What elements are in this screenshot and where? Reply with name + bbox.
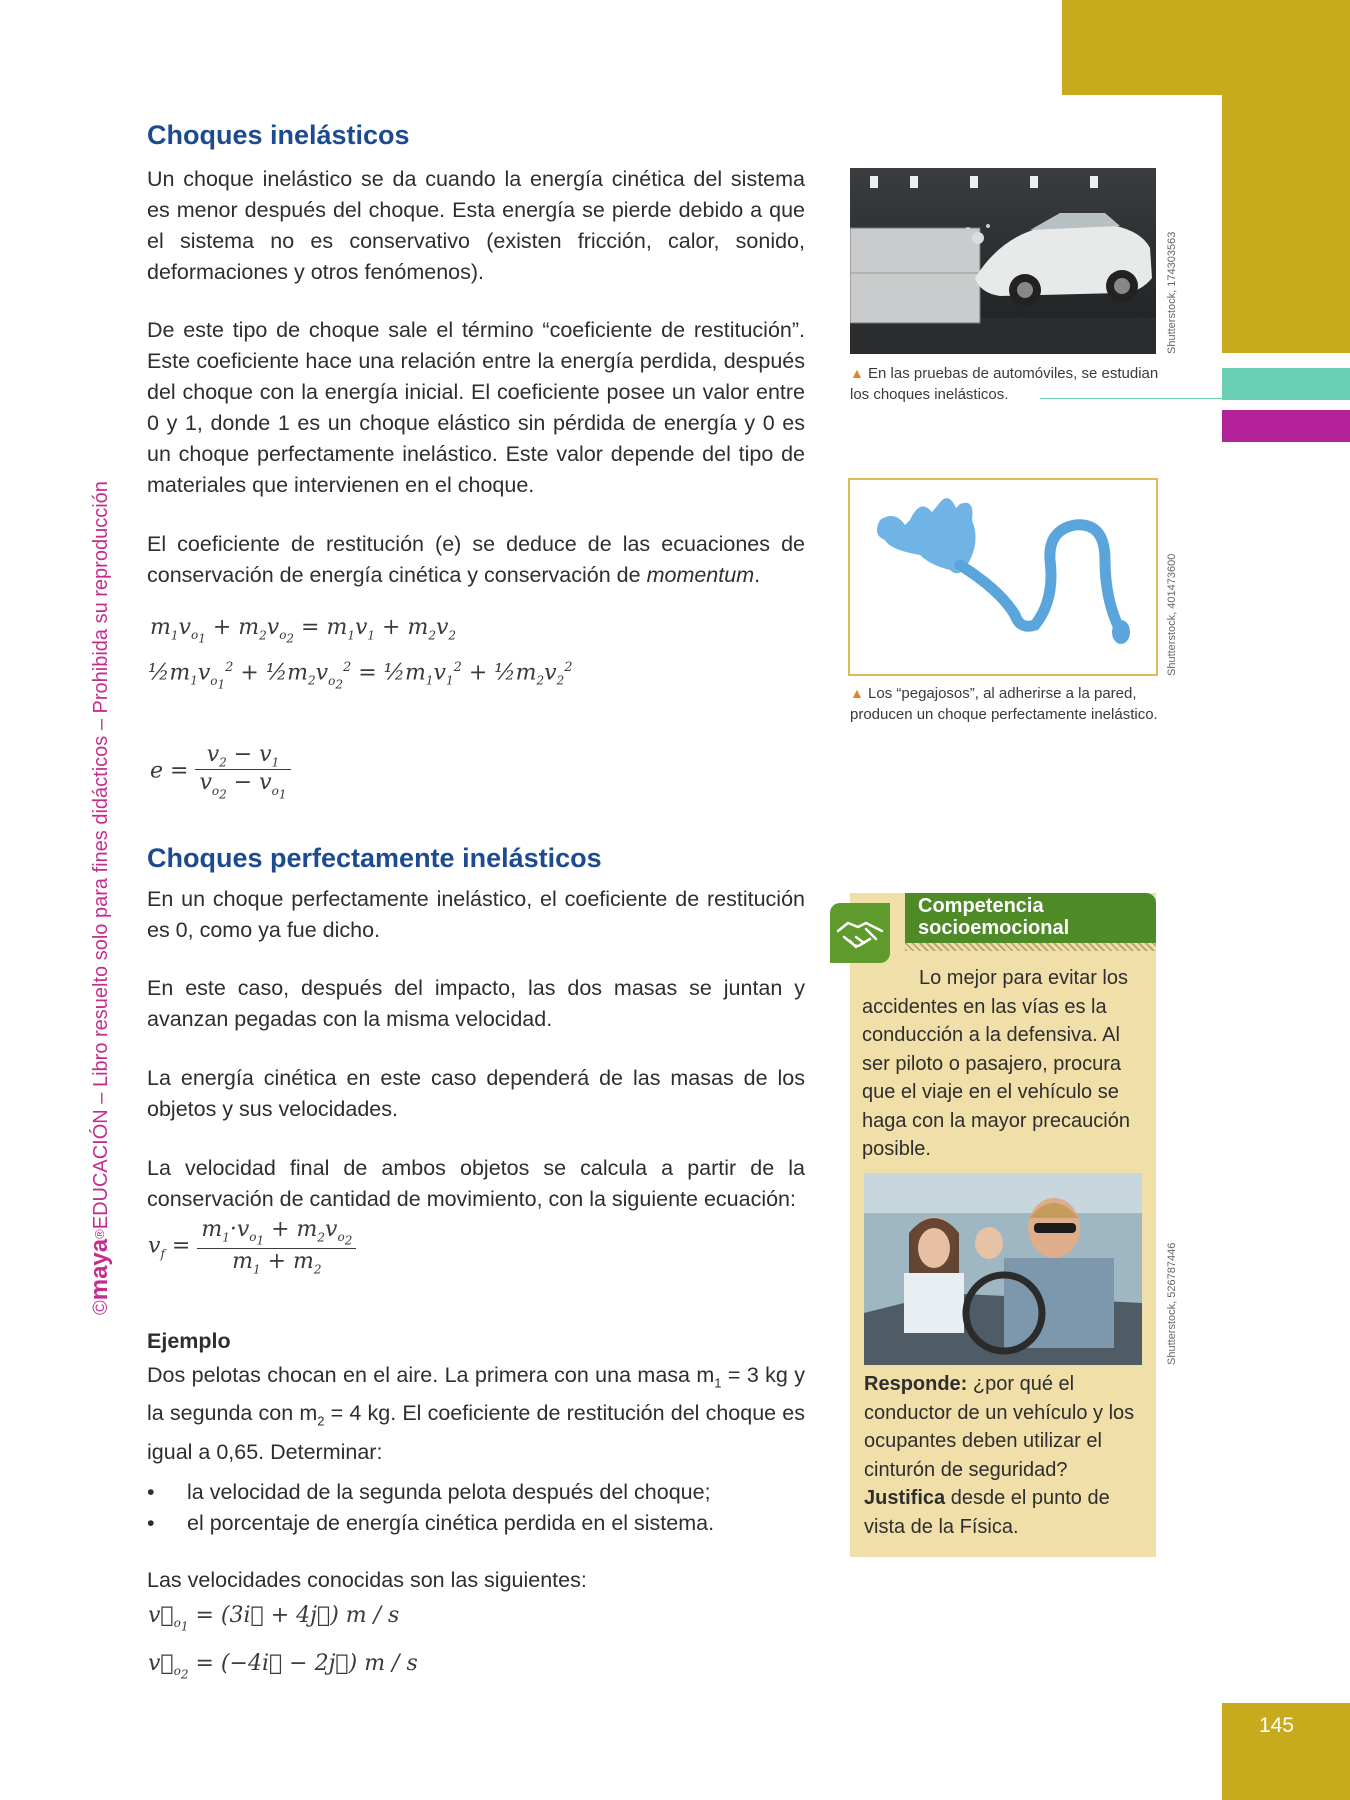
energy-equation: $\frac{1}{2}m_1v_{o_1}^2$ + $\frac{1}{2}m_2v_{o_2}^2$ = $\frac{1}{2}m_1v_1^2$ + $\frac{1}{2}m_2v_2^2$	[148, 660, 573, 692]
section-title-perfectly-inelastic: Choques perfectamente inelásticos	[147, 843, 602, 873]
page-number: 145	[1258, 1714, 1294, 1737]
final-velocity-formula: $v_f$ = $\frac{m_1\cdot v_{o_1} + m_2v_{o_2}}{m_1 + m_2}$	[148, 1217, 356, 1276]
paragraph-perfectly-inelastic: En un choque perfectamente inelástico, el coeficiente de restitución es 0, como ya fue dicho.	[147, 887, 805, 942]
paragraph-inelastic-definition: Un choque inelástico se da cuando la energía cinética del sistema es menor después del choque. Esta energía se pierde debido a que el sistema no es conservativo (existen fricción, calor, sonido, deformaciones y otros fenómenos).	[147, 167, 805, 284]
copyright-notice	[84, 0, 116, 1315]
emphasis-momentum: momentum	[646, 563, 755, 587]
handshake-icon-graphic	[830, 903, 890, 963]
sticky-hand-illustration	[850, 480, 1156, 674]
competencia-stripe	[905, 943, 1156, 951]
copyright-text: EDUCACIÓN – Libro resuelto solo para fines didácticos – Prohibida su reproducción	[90, 481, 112, 1230]
hand-photo-caption	[850, 683, 1160, 725]
family-photo-credit: Shutterstock, 526787446	[1166, 1242, 1178, 1365]
justifica-label: Justifica	[864, 1487, 946, 1509]
paragraph-text: El coeficiente de restitución (e) se deduce de las ecuaciones de conservación de energía cinética y conservación de	[147, 532, 805, 587]
caption-text: En las pruebas de automóviles, se estudian los choques inelásticos.	[850, 365, 1159, 403]
competencia-title-line1: Competencia	[918, 895, 1044, 917]
competencia-text: Lo mejor para evitar los accidentes en las vías es la conducción a la defensiva. Al ser piloto o pasajero, procura que el viaje en el vehículo se haga con la mayor precaución posible.	[862, 967, 1130, 1160]
section-title-inelastic: Choques inelásticos	[147, 120, 410, 150]
paragraph-restitution-coefficient: De este tipo de choque sale el término “coeficiente de restitución”. Este coeficiente hace una relación entre la energía perdida, después del choque con la energía inicial. El coeficiente posee un valor entre 0 y 1, donde 1 es un choque elástico sin pérdida de energía y 0 es un choque perfectamente inelástico. Este valor depende del tipo de materiales que intervienen en el choque.	[147, 318, 805, 497]
sticky-hand-photo	[848, 478, 1158, 676]
brand-logo: maya	[86, 1238, 113, 1301]
car-photo-caption	[850, 363, 1160, 405]
responde-text: ¿por qué el conductor de un vehículo y los ocupantes deben utilizar el cinturón de seguridad?	[864, 1373, 1135, 1481]
copyright-symbol: ©	[90, 1300, 112, 1315]
example-text-b: = 3 kg y la segunda con m	[147, 1363, 805, 1426]
momentum-equation: $m_1v_{o_1} + m_2v_{o_2} = m_1v_1 + m_2v_2$	[150, 615, 457, 646]
example-text-a: Dos pelotas chocan en el aire. La primera con una masa m	[147, 1363, 715, 1387]
responde-label: Responde:	[864, 1373, 968, 1395]
paragraph-kinetic-energy: La energía cinética en este caso dependerá de las masas de los objetos y sus velocidades.	[147, 1066, 805, 1121]
competencia-title-line2: socioemocional	[918, 917, 1070, 939]
registered-mark: ®	[92, 1229, 107, 1239]
magenta-tab	[1222, 410, 1350, 442]
car-photo-credit: Shutterstock, 174303563	[1166, 231, 1178, 354]
handshake-icon	[830, 903, 890, 963]
subscript-1: 1	[714, 1375, 722, 1391]
car-crash-photo	[850, 168, 1156, 354]
velocity-vector-2: $v⃗_{o_2}$ = (−4i⃗ − 2j⃗) m / s	[148, 1651, 418, 1682]
justifica-text: desde el punto de vista de la Física.	[864, 1487, 1110, 1538]
competencia-title	[918, 895, 1069, 939]
paragraph-masses-join: En este caso, después del impacto, las dos masas se juntan y avanzan pegadas con la misma velocidad.	[147, 976, 805, 1031]
known-velocities-label: Las velocidades conocidas son las siguientes:	[147, 1568, 587, 1592]
restitution-formula: e = $\frac{v_2 - v_1}{v_{o_2} - v_{o_1}}$	[150, 742, 291, 801]
example-title: Ejemplo	[147, 1329, 231, 1353]
caption-triangle-icon: ▲	[850, 365, 864, 381]
list-item: • la velocidad de la segunda pelota después del choque;	[147, 1477, 714, 1508]
hand-photo-credit: Shutterstock, 401473600	[1166, 553, 1178, 676]
family-car-photo	[864, 1173, 1142, 1365]
family-car-illustration	[864, 1173, 1142, 1365]
example-text-c: = 4 kg. El coeficiente de restitución del choque es igual a 0,65. Determinar:	[147, 1401, 805, 1464]
paragraph-final-velocity: La velocidad final de ambos objetos se calcula a partir de la conservación de cantidad de movimiento, con la siguiente ecuación:	[147, 1156, 805, 1211]
competencia-question	[864, 1370, 1148, 1541]
example-bullet-list	[147, 1477, 714, 1539]
velocity-vector-1: $v⃗_{o_1}$ = (3i⃗ + 4j⃗) m / s	[148, 1603, 400, 1634]
corner-accent-bar	[1062, 0, 1350, 95]
paragraph-end: .	[754, 563, 761, 587]
example-statement	[147, 1360, 805, 1468]
car-crash-illustration	[850, 168, 1156, 354]
caption-text: Los “pegajosos”, al adherirse a la pared, producen un choque perfectamente inelástico.	[850, 685, 1158, 723]
teal-tab	[1222, 368, 1350, 400]
subscript-2: 2	[317, 1413, 325, 1429]
paragraph-restitution-derivation	[147, 529, 805, 591]
caption-triangle-icon: ▲	[850, 685, 864, 701]
side-accent-bar	[1222, 95, 1350, 353]
list-item: • el porcentaje de energía cinética perdida en el sistema.	[147, 1508, 714, 1539]
